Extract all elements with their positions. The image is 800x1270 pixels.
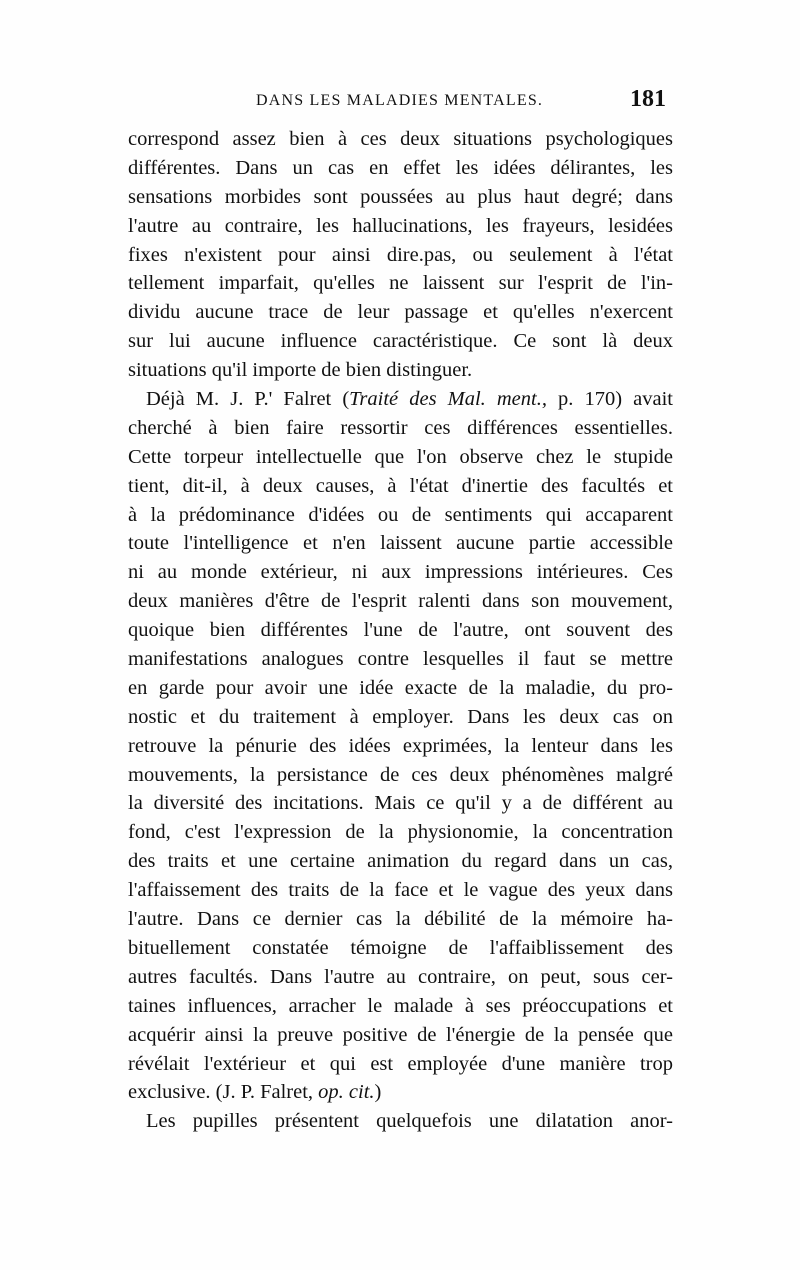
text-line: nostic et du traitement à employer. Dans les deux cas on — [128, 705, 673, 728]
text-line — [128, 1078, 673, 1107]
text-line: deux manières d'être de l'esprit ralenti dans son mouvement, — [128, 590, 673, 613]
text-line: en garde pour avoir une idée exacte de la maladie, du pro- — [128, 676, 673, 699]
text-line: à la prédominance d'idées ou de sentiments qui accaparent — [128, 503, 673, 526]
text-line: révélait l'extérieur et qui est employée d'une manière trop — [128, 1052, 673, 1075]
text-line: l'affaissement des traits de la face et le vague des yeux dans — [128, 879, 673, 902]
text-line: l'autre. Dans ce dernier cas la débilité de la mémoire ha- — [128, 908, 673, 931]
text-line: taines influences, arracher le malade à ses préoccupations et — [128, 994, 673, 1017]
text-line: correspond assez bien à ces deux situations psychologiques — [128, 128, 673, 150]
text-line: tient, dit-il, à deux causes, à l'état d'inertie des facultés et — [128, 474, 673, 497]
text-line — [128, 385, 673, 414]
body-text — [128, 125, 673, 1136]
running-head: DANS LES MALADIES MENTALES. — [256, 92, 544, 109]
page-header — [128, 86, 666, 116]
text-segment: exclusive. (J. P. Falret, — [128, 1081, 319, 1104]
text-line: quoique bien différentes l'une de l'autre, ont souvent des — [128, 619, 673, 642]
text-line: situations qu'il importe de bien distinguer. — [128, 359, 473, 382]
text-segment: p. 170) avait — [546, 388, 673, 411]
text-line: différentes. Dans un cas en effet les idées délirantes, les — [128, 156, 673, 179]
text-segment: Déjà M. J. P.' Falret ( — [146, 388, 350, 411]
text-line: fond, c'est l'expression de la physionomie, la concentration — [128, 821, 673, 844]
text-line: dividu aucune trace de leur passage et qu'elles n'exercent — [128, 301, 673, 324]
text-segment: ) — [374, 1081, 382, 1104]
text-line: autres facultés. Dans l'autre au contraire, on peut, sous cer- — [128, 965, 673, 988]
text-line: cherché à bien faire ressortir ces différences essentielles. — [128, 416, 673, 439]
text-line: mouvements, la persistance de ces deux phénomènes malgré — [128, 763, 673, 786]
text-line: retrouve la pénurie des idées exprimées, la lenteur dans les — [128, 734, 673, 757]
text-line: sensations morbides sont poussées au plus haut degré; dans — [128, 185, 673, 208]
citation-title: Traité des Mal. ment., — [349, 388, 547, 411]
text-line: manifestations analogues contre lesquelles il faut se mettre — [128, 648, 673, 671]
text-line: acquérir ainsi la preuve positive de l'énergie de la pensée que — [128, 1023, 673, 1046]
text-line: toute l'intelligence et n'en laissent aucune partie accessible — [128, 532, 673, 555]
text-line: Cette torpeur intellectuelle que l'on observe chez le stupide — [128, 445, 673, 468]
text-line: ni au monde extérieur, ni aux impressions intérieures. Ces — [128, 561, 673, 584]
text-line: l'autre au contraire, les hallucinations, les frayeurs, lesidées — [128, 214, 673, 237]
text-line: sur lui aucune influence caractéristique. Ce sont là deux — [128, 330, 673, 353]
text-line: fixes n'existent pour ainsi dire.pas, ou seulement à l'état — [128, 243, 673, 266]
citation-abbrev: op. cit. — [318, 1081, 375, 1104]
text-line: la diversité des incitations. Mais ce qu'il y a de différent au — [128, 792, 673, 815]
text-line: Les pupilles présentent quelquefois une dilatation anor- — [146, 1110, 673, 1133]
text-line: bituellement constatée témoigne de l'affaiblissement des — [128, 936, 673, 959]
page-number: 181 — [630, 86, 666, 112]
text-line: tellement imparfait, qu'elles ne laissent sur l'esprit de l'in- — [128, 272, 673, 295]
text-line: des traits et une certaine animation du regard dans un cas, — [128, 850, 673, 873]
